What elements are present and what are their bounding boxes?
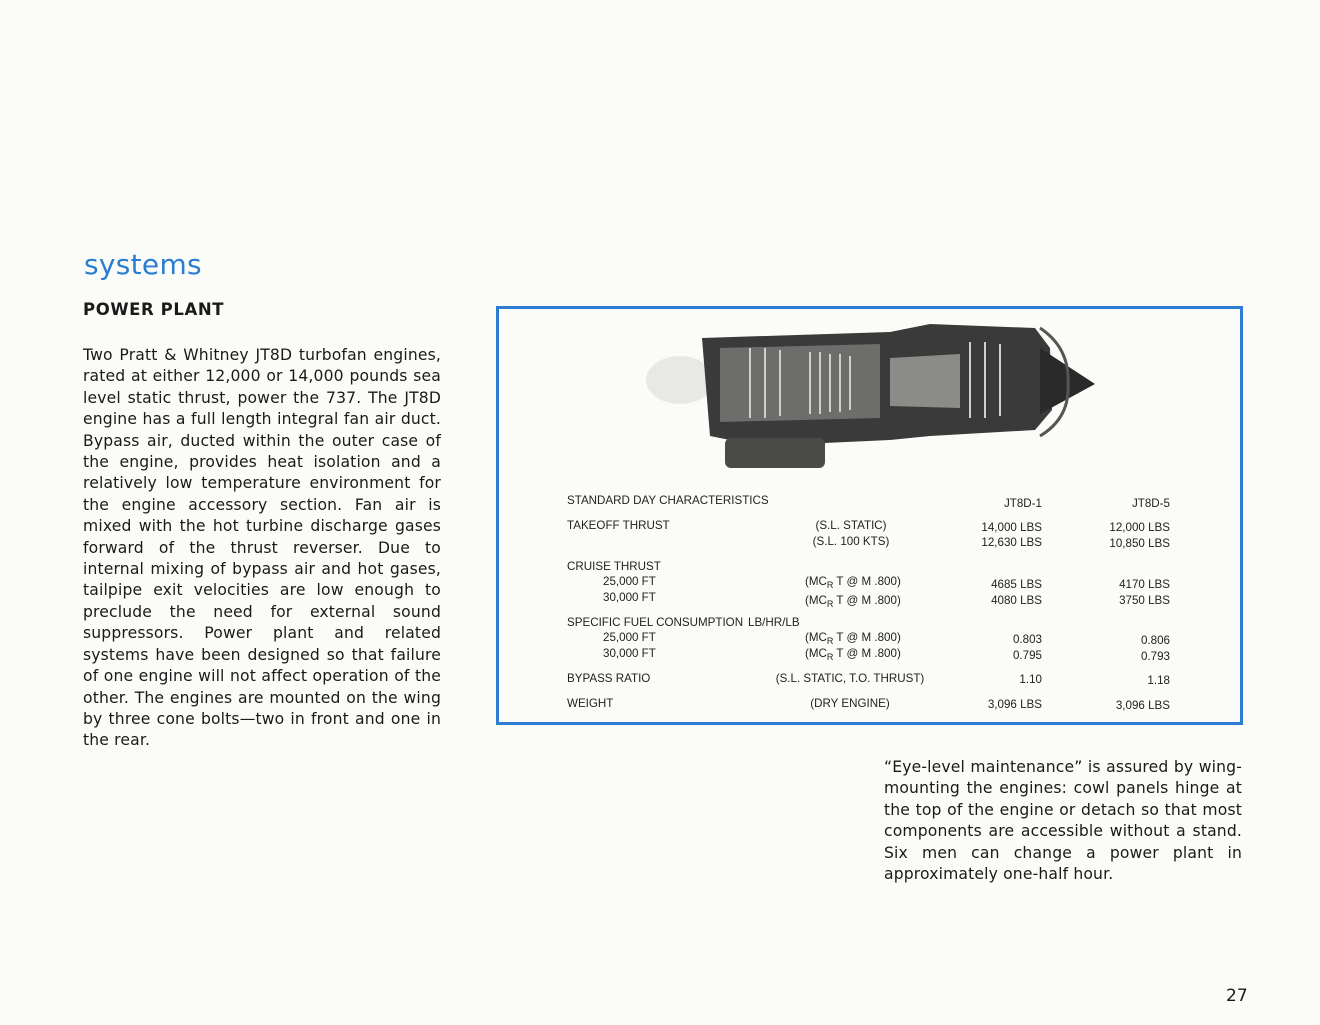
sfc-jt8d1-25k: 0.803 [1012,633,1042,646]
cond-prefix: (MC [805,575,827,588]
cond-suffix: T @ M .800) [833,594,901,607]
cond-subscript: R [826,599,834,609]
takeoff-jt8d5-100kts: 10,850 LBS [1109,537,1170,550]
photo-caption: “Eye-level maintenance” is assured by wing-mounting the engines: cowl panels hinge at the top of the engine or detach so that most components are accessible without a stand. Six men can change a power plant in approximately one-half hour. [884,758,1242,884]
takeoff-jt8d1-100kts: 12,630 LBS [981,536,1042,549]
cruise-jt8d5-30k: 3750 LBS [1119,594,1170,607]
sfc-cond-2 [805,647,901,662]
col-header-jt8d-5: JT8D-5 [1131,497,1170,510]
weight-jt8d5: 3,096 LBS [1115,699,1170,712]
cruise-jt8d5-25k: 4170 LBS [1119,578,1170,591]
row-label-bypass: BYPASS RATIO [567,672,651,685]
cond-prefix: (MC [805,631,827,644]
cruise-cond-2 [805,594,901,609]
cond-subscript: R [826,580,834,590]
cruise-alt-1: 25,000 FT [603,575,656,588]
sfc-jt8d5-30k: 0.793 [1140,650,1170,663]
takeoff-jt8d1-static: 14,000 LBS [981,521,1042,534]
page-number: 27 [1226,986,1248,1006]
sfc-jt8d5-25k: 0.806 [1140,634,1170,647]
engine-accessory-gearbox [725,438,825,468]
cond-prefix: (MC [805,647,827,660]
cruise-cond-1 [805,575,901,590]
cruise-jt8d1-25k: 4685 LBS [991,578,1042,591]
engine-spinner [646,356,714,404]
weight-cond: (DRY ENGINE) [810,697,890,710]
section-heading: POWER PLANT [83,300,225,319]
sfc-unit: LB/HR/LB [748,616,800,629]
row-label-takeoff: TAKEOFF THRUST [567,519,670,532]
col-header-jt8d-1: JT8D-1 [1003,497,1042,510]
row-label-cruise: CRUISE THRUST [567,560,661,573]
cond-prefix: (MC [805,594,827,607]
cond-suffix: T @ M .800) [833,647,901,660]
cruise-alt-2: 30,000 FT [603,591,656,604]
cond-subscript: R [826,636,834,646]
cond-suffix: T @ M .800) [833,575,901,588]
takeoff-cond-1: (S.L. STATIC) [815,519,887,532]
weight-jt8d1: 3,096 LBS [987,698,1042,711]
sfc-jt8d1-30k: 0.795 [1012,649,1042,662]
cond-suffix: T @ M .800) [833,631,901,644]
row-label-weight: WEIGHT [567,697,614,710]
takeoff-jt8d5-static: 12,000 LBS [1109,521,1170,534]
cruise-jt8d1-30k: 4080 LBS [991,594,1042,607]
bypass-jt8d1: 1.10 [1019,673,1042,686]
bypass-cond: (S.L. STATIC, T.O. THRUST) [775,672,925,685]
cond-subscript: R [826,652,834,662]
takeoff-cond-2: (S.L. 100 KTS) [812,535,890,548]
sfc-cond-1 [805,631,901,646]
row-label-sfc: SPECIFIC FUEL CONSUMPTION [567,616,744,629]
section-title: systems [84,248,202,281]
body-paragraph: Two Pratt & Whitney JT8D turbofan engines, rated at either 12,000 or 14,000 pounds sea level static thrust, power the 737. The JT8D engine has a full length integral fan air duct. Bypass air, ducted within the outer case of the engine, provides heat isolation and a relatively low temperature environment for the engine accessory section. Fan air is mixed with the hot turbine discharge gases forward of the thrust reverser. Due to internal mixing of bypass air and hot gases, tailpipe exit velocities are low enough to preclude the need for external sound suppressors. Power plant and related systems have been designed so that failure of one engine will not affect operation of the other. The engines are mounted on the wing by three cone bolts—two in front and one in the rear. [83,346,441,750]
engine-cutaway-image [640,318,1100,478]
table-title: STANDARD DAY CHARACTERISTICS [567,494,769,507]
sfc-alt-1: 25,000 FT [603,631,656,644]
sfc-alt-2: 30,000 FT [603,647,656,660]
bypass-jt8d5: 1.18 [1147,674,1170,687]
